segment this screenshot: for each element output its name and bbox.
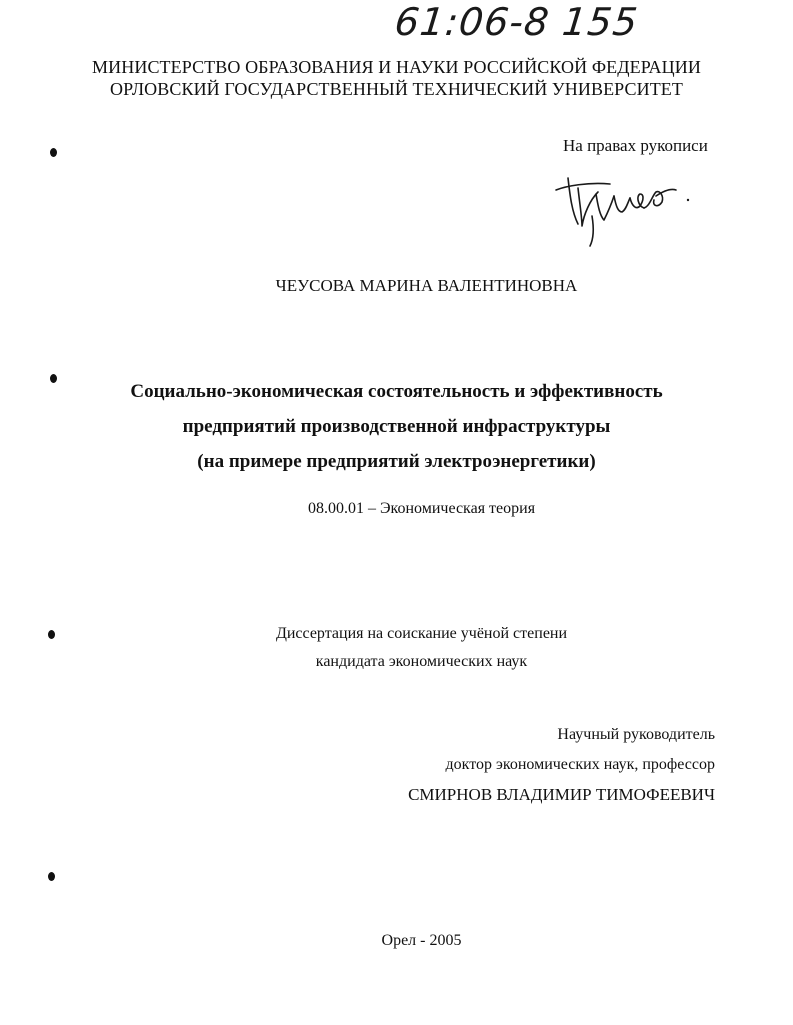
university-name: ОРЛОВСКИЙ ГОСУДАРСТВЕННЫЙ ТЕХНИЧЕСКИЙ УНИВЕРСИТЕТ <box>109 79 683 99</box>
author-name: ЧЕУСОВА МАРИНА ВАЛЕНТИНОВНА <box>275 276 578 295</box>
title-line: предприятий производственной инфраструктуры <box>182 416 611 437</box>
manuscript-note: На правах рукописи <box>563 136 708 155</box>
ministry-name: МИНИСТЕРСТВО ОБРАЗОВАНИЯ И НАУКИ РОССИЙСКОЙ ФЕДЕРАЦИИ <box>92 57 701 77</box>
supervisor-name: СМИРНОВ ВЛАДИМИР ТИМОФЕЕВИЧ <box>408 785 715 804</box>
city-year: Орел - 2005 <box>381 932 462 949</box>
dissertation-title <box>0 374 793 479</box>
degree-line: Диссертация на соискание учёной степени <box>275 625 568 642</box>
degree-statement <box>25 620 793 676</box>
supervisor-block <box>408 720 715 810</box>
title-line: Социально-экономическая состоятельность и эффективность <box>130 381 663 402</box>
author-signature <box>548 166 698 248</box>
archive-code: 61:06-8 155 <box>392 0 641 44</box>
title-line: (на примере предприятий электроэнергетики) <box>197 451 596 472</box>
scan-mark-dot <box>48 872 55 881</box>
institution-header <box>0 56 793 100</box>
specialty-code: 08.00.01 – Экономическая теория <box>307 500 536 517</box>
supervisor-credentials: доктор экономических наук, профессор <box>445 756 715 773</box>
supervisor-role: Научный руководитель <box>557 726 715 743</box>
scan-mark-dot <box>50 148 57 157</box>
degree-line: кандидата экономических наук <box>315 653 528 670</box>
